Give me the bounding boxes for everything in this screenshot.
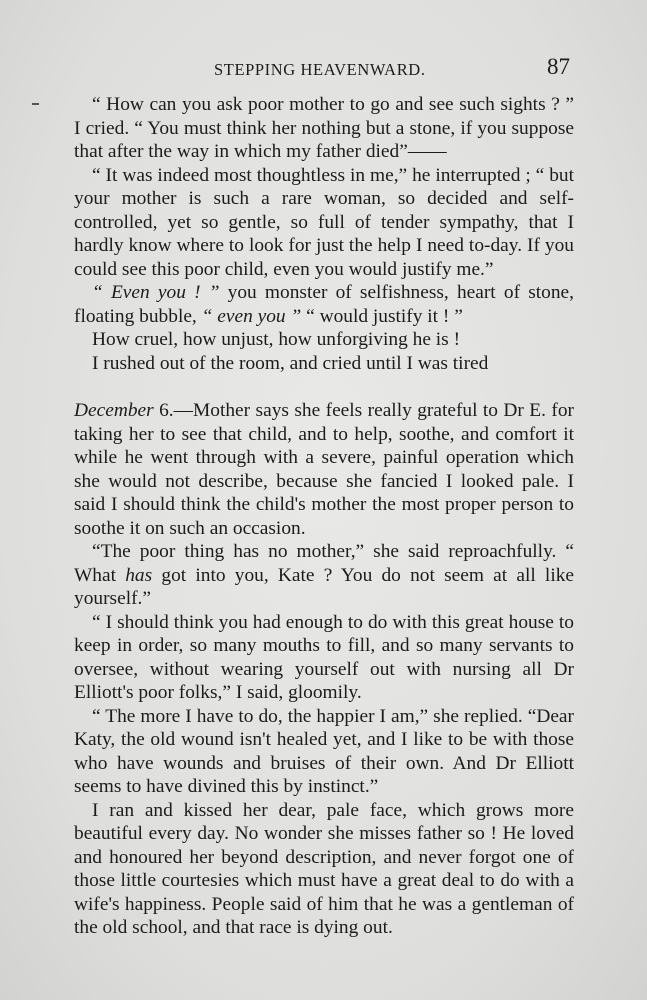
text-run: “The poor thing has no mother,” she said reproachfully. “ What [74,541,574,586]
body-text [74,93,574,940]
italic-word: has [125,564,153,586]
page-number: 87 [547,54,570,79]
paragraph [74,281,574,328]
running-title: STEPPING HEAVENWARD. [214,60,426,79]
italic-phrase: “ even you ” [201,305,302,327]
text-run: 6.—Mother says she feels really grateful to Dr E. for taking her to see that child, and to help, soothe, and comfort it while he went through with a severe, painful operation which she would not describe, because she fancied I looked pale. I said I should think the child's mother the most proper person to soothe it on such an occasion. [74,400,574,539]
paragraph: “ I should think you had enough to do with this great house to keep in order, so many mouths to fill, and so many servants to oversee, without wearing yourself out with nursing all Dr Elliott's poor folks,” I said, gloomily. [74,611,574,703]
paragraph: “ The more I have to do, the happier I am,” she replied. “Dear Katy, the old wound isn't healed yet, and I like to be with those who have wounds and bruises of their own. And Dr Elliott seems to have divined this by instinct.” [74,705,574,797]
italic-phrase: “ Even you ! ” [92,282,220,303]
text-run: got into you, Kate ? You do not seem at all like yourself.” [74,564,575,609]
paragraph: How cruel, how unjust, how unforgiving he is ! [92,329,461,350]
text-run: “ would justify it ! ” [301,305,463,327]
paragraph: I ran and kissed her dear, pale face, which grows more beautiful every day. No wonder she misses father so ! He loved and honoured her beyond description, and never forgot one of those little courtesies which must have a great deal to do with a wife's happiness. People said of him that he was a gentleman of the old school, and that race is dying out. [74,799,574,938]
paragraph: “ It was indeed most thoughtless in me,” he interrupted ; “ but your mother is such a rare woman, so decided and self-controlled, yet so gentle, so full of tender sympathy, that I hardly know where to look for just the help I need to-day. If you could see this poor child, even you would justify me.” [74,164,574,280]
paragraph [74,540,574,611]
margin-mark [32,103,39,105]
paragraph: I rushed out of the room, and cried until I was tired [92,352,489,374]
entry-date: December [74,400,154,421]
diary-entry-paragraph [74,399,574,540]
page-header [76,56,570,86]
text-run: you monster of selfishness, heart of stone, floating bubble, [74,282,574,327]
paragraph: “ How can you ask poor mother to go and see such sights ? ” I cried. “ You must think her nothing but a stone, if you suppose that after the way in which my father died”—— [74,94,574,162]
